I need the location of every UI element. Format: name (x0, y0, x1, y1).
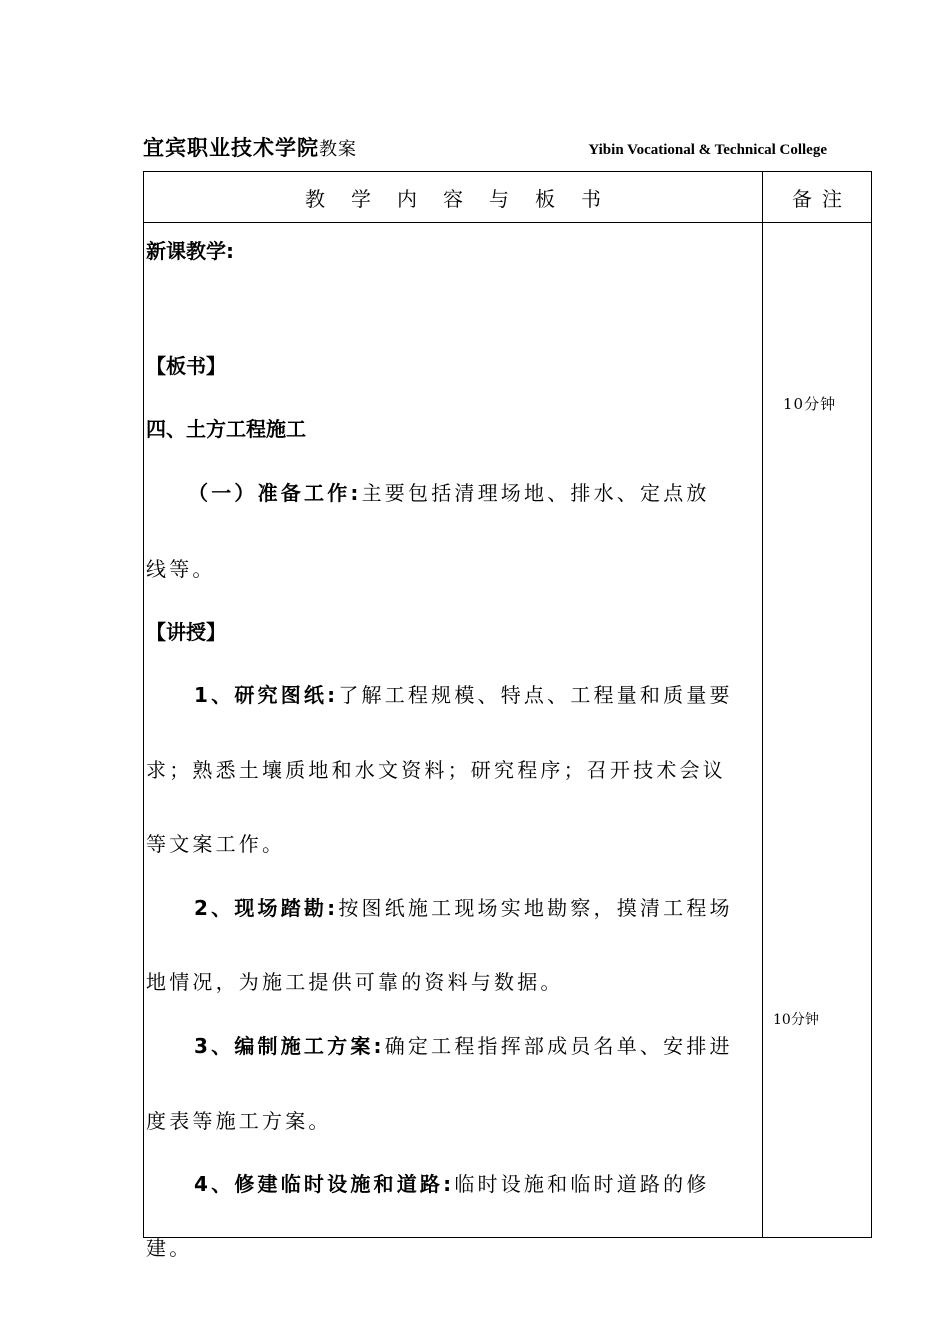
page-header (143, 132, 871, 166)
item-study-drawings-cont: 求；熟悉土壤质地和水文资料；研究程序；召开技术会议 (146, 758, 726, 782)
college-name-cn: 宜宾职业技术学院教案 (143, 136, 357, 160)
remarks-cell (763, 223, 872, 1238)
section-new-lesson: 新课教学: (146, 239, 234, 263)
item-site-survey: 2、现场踏勘:按图纸施工现场实地勘察，摸清工程场 (194, 896, 733, 920)
header-content-board: 教学内容与板书 (144, 172, 763, 223)
table-header-row (144, 172, 872, 223)
item-temporary-facilities-cont: 建。 (146, 1236, 193, 1260)
lesson-plan-table (143, 171, 872, 1260)
table-body-row (144, 223, 872, 1238)
item-construction-plan: 3、编制施工方案:确定工程指挥部成员名单、安排进 (194, 1034, 733, 1058)
item-site-survey-cont: 地情况，为施工提供可靠的资料与数据。 (146, 970, 564, 994)
header-remarks: 备注 (763, 172, 872, 223)
content-cell (144, 223, 763, 1260)
item-study-drawings: 1、研究图纸:了解工程规模、特点、工程量和质量要 (194, 683, 733, 707)
time-note-1: 10分钟 (783, 395, 837, 413)
paragraph-prep-work-cont: 线等。 (146, 557, 216, 581)
college-name-en: Yibin Vocational & Technical College (588, 142, 827, 158)
item-temporary-facilities: 4、修建临时设施和道路:临时设施和临时道路的修 (194, 1172, 710, 1196)
doc-type: 教案 (319, 139, 357, 160)
paragraph-prep-work: （一）准备工作:主要包括清理场地、排水、定点放 (188, 481, 710, 505)
item-construction-plan-cont: 度表等施工方案。 (146, 1109, 332, 1133)
section-board-label: 【板书】 (146, 354, 226, 378)
item-study-drawings-end: 等文案工作。 (146, 832, 286, 856)
chapter-title: 四、土方工程施工 (146, 417, 306, 441)
time-note-2: 10分钟 (773, 1012, 819, 1028)
section-lecture-label: 【讲授】 (146, 620, 226, 644)
